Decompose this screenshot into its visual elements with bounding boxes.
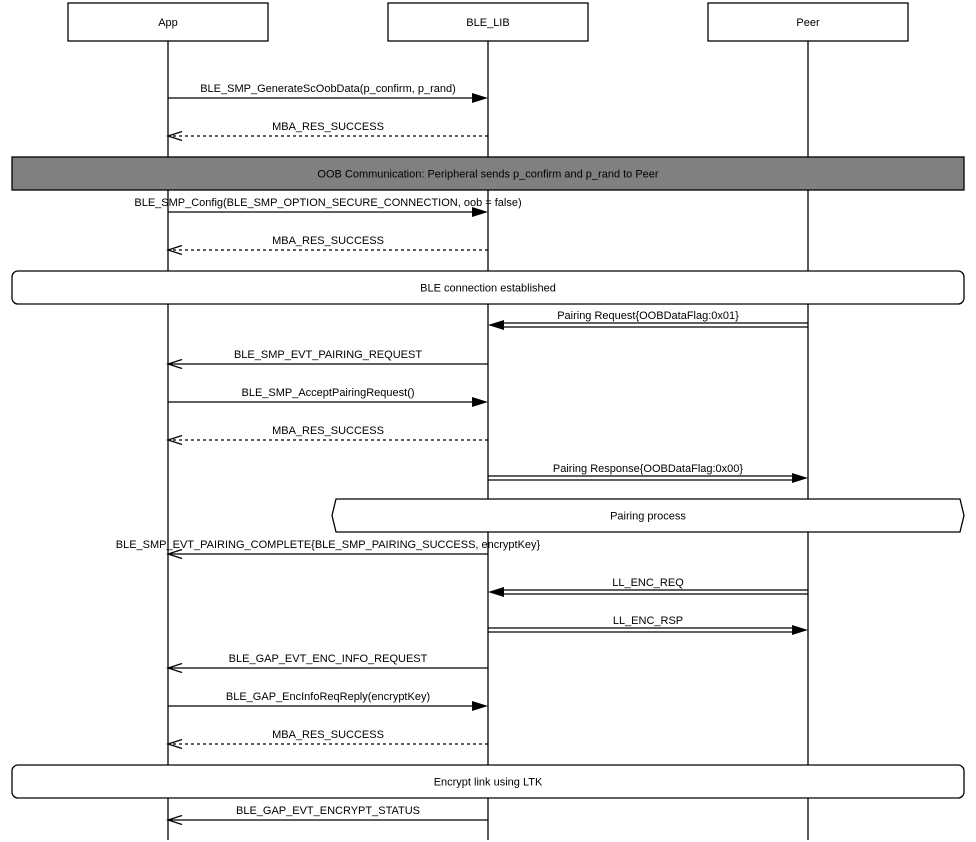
- message-13: [168, 653, 488, 673]
- participant-ble-lib-label: BLE_LIB: [466, 17, 510, 29]
- message-11: [488, 577, 808, 597]
- note-oob-communication: [12, 157, 964, 190]
- message-12: [488, 615, 808, 635]
- filled-arrowhead: [488, 587, 504, 597]
- filled-arrowhead: [472, 93, 488, 103]
- note-connection-established: [12, 271, 964, 304]
- message-label: Pairing Request{OOBDataFlag:0x01}: [557, 310, 739, 322]
- message-label: BLE_GAP_EVT_ENC_INFO_REQUEST: [228, 653, 428, 665]
- message-5: [488, 310, 808, 330]
- message-label: Pairing Response{OOBDataFlag:0x00}: [552, 463, 744, 475]
- message-label: LL_ENC_RSP: [612, 615, 684, 627]
- participant-ble-lib: [388, 3, 588, 41]
- message-label: BLE_SMP_Config(BLE_SMP_OPTION_SECURE_CONNECTION, oob = false): [134, 197, 522, 209]
- participant-app: [68, 3, 268, 41]
- message-1: [168, 83, 488, 103]
- message-label: BLE_SMP_AcceptPairingRequest(): [241, 387, 415, 399]
- message-layer: [116, 83, 808, 825]
- filled-arrowhead: [792, 625, 808, 635]
- message-16: [168, 805, 488, 825]
- filled-arrowhead: [792, 473, 808, 483]
- participant-peer-label: Peer: [796, 17, 820, 29]
- note-connection-established-label: BLE connection established: [420, 282, 556, 295]
- note-pairing-process: [332, 499, 964, 532]
- message-2: [168, 121, 488, 141]
- filled-arrowhead: [488, 320, 504, 330]
- message-6: [168, 349, 488, 369]
- message-label: BLE_SMP_EVT_PAIRING_COMPLETE{BLE_SMP_PAIRING_SUCCESS, encryptKey}: [115, 539, 541, 551]
- message-label: BLE_SMP_EVT_PAIRING_REQUEST: [233, 349, 423, 361]
- message-10: [116, 539, 541, 559]
- message-label: MBA_RES_SUCCESS: [272, 121, 384, 133]
- message-label: BLE_GAP_EVT_ENCRYPT_STATUS: [235, 805, 421, 817]
- participant-app-label: App: [158, 17, 178, 29]
- note-encrypt-link-label: Encrypt link using LTK: [433, 776, 543, 789]
- message-8: [168, 425, 488, 445]
- message-15: [168, 729, 488, 749]
- message-label: LL_ENC_REQ: [612, 577, 684, 589]
- filled-arrowhead: [472, 701, 488, 711]
- message-label: MBA_RES_SUCCESS: [272, 425, 384, 437]
- message-label: BLE_SMP_GenerateScOobData(p_confirm, p_rand): [200, 83, 456, 95]
- message-label: BLE_GAP_EncInfoReqReply(encryptKey): [225, 691, 431, 703]
- message-7: [168, 387, 488, 407]
- message-label: MBA_RES_SUCCESS: [272, 729, 384, 741]
- participant-peer: [708, 3, 908, 41]
- filled-arrowhead: [472, 397, 488, 407]
- message-9: [488, 463, 808, 483]
- message-14: [168, 691, 488, 711]
- message-label: MBA_RES_SUCCESS: [272, 235, 384, 247]
- message-4: [168, 235, 488, 255]
- note-oob-communication-label: OOB Communication: Peripheral sends p_confirm and p_rand to Peer: [317, 168, 659, 181]
- note-encrypt-link: [12, 765, 964, 798]
- message-3: [134, 197, 521, 217]
- note-pairing-process-label: Pairing process: [610, 510, 686, 523]
